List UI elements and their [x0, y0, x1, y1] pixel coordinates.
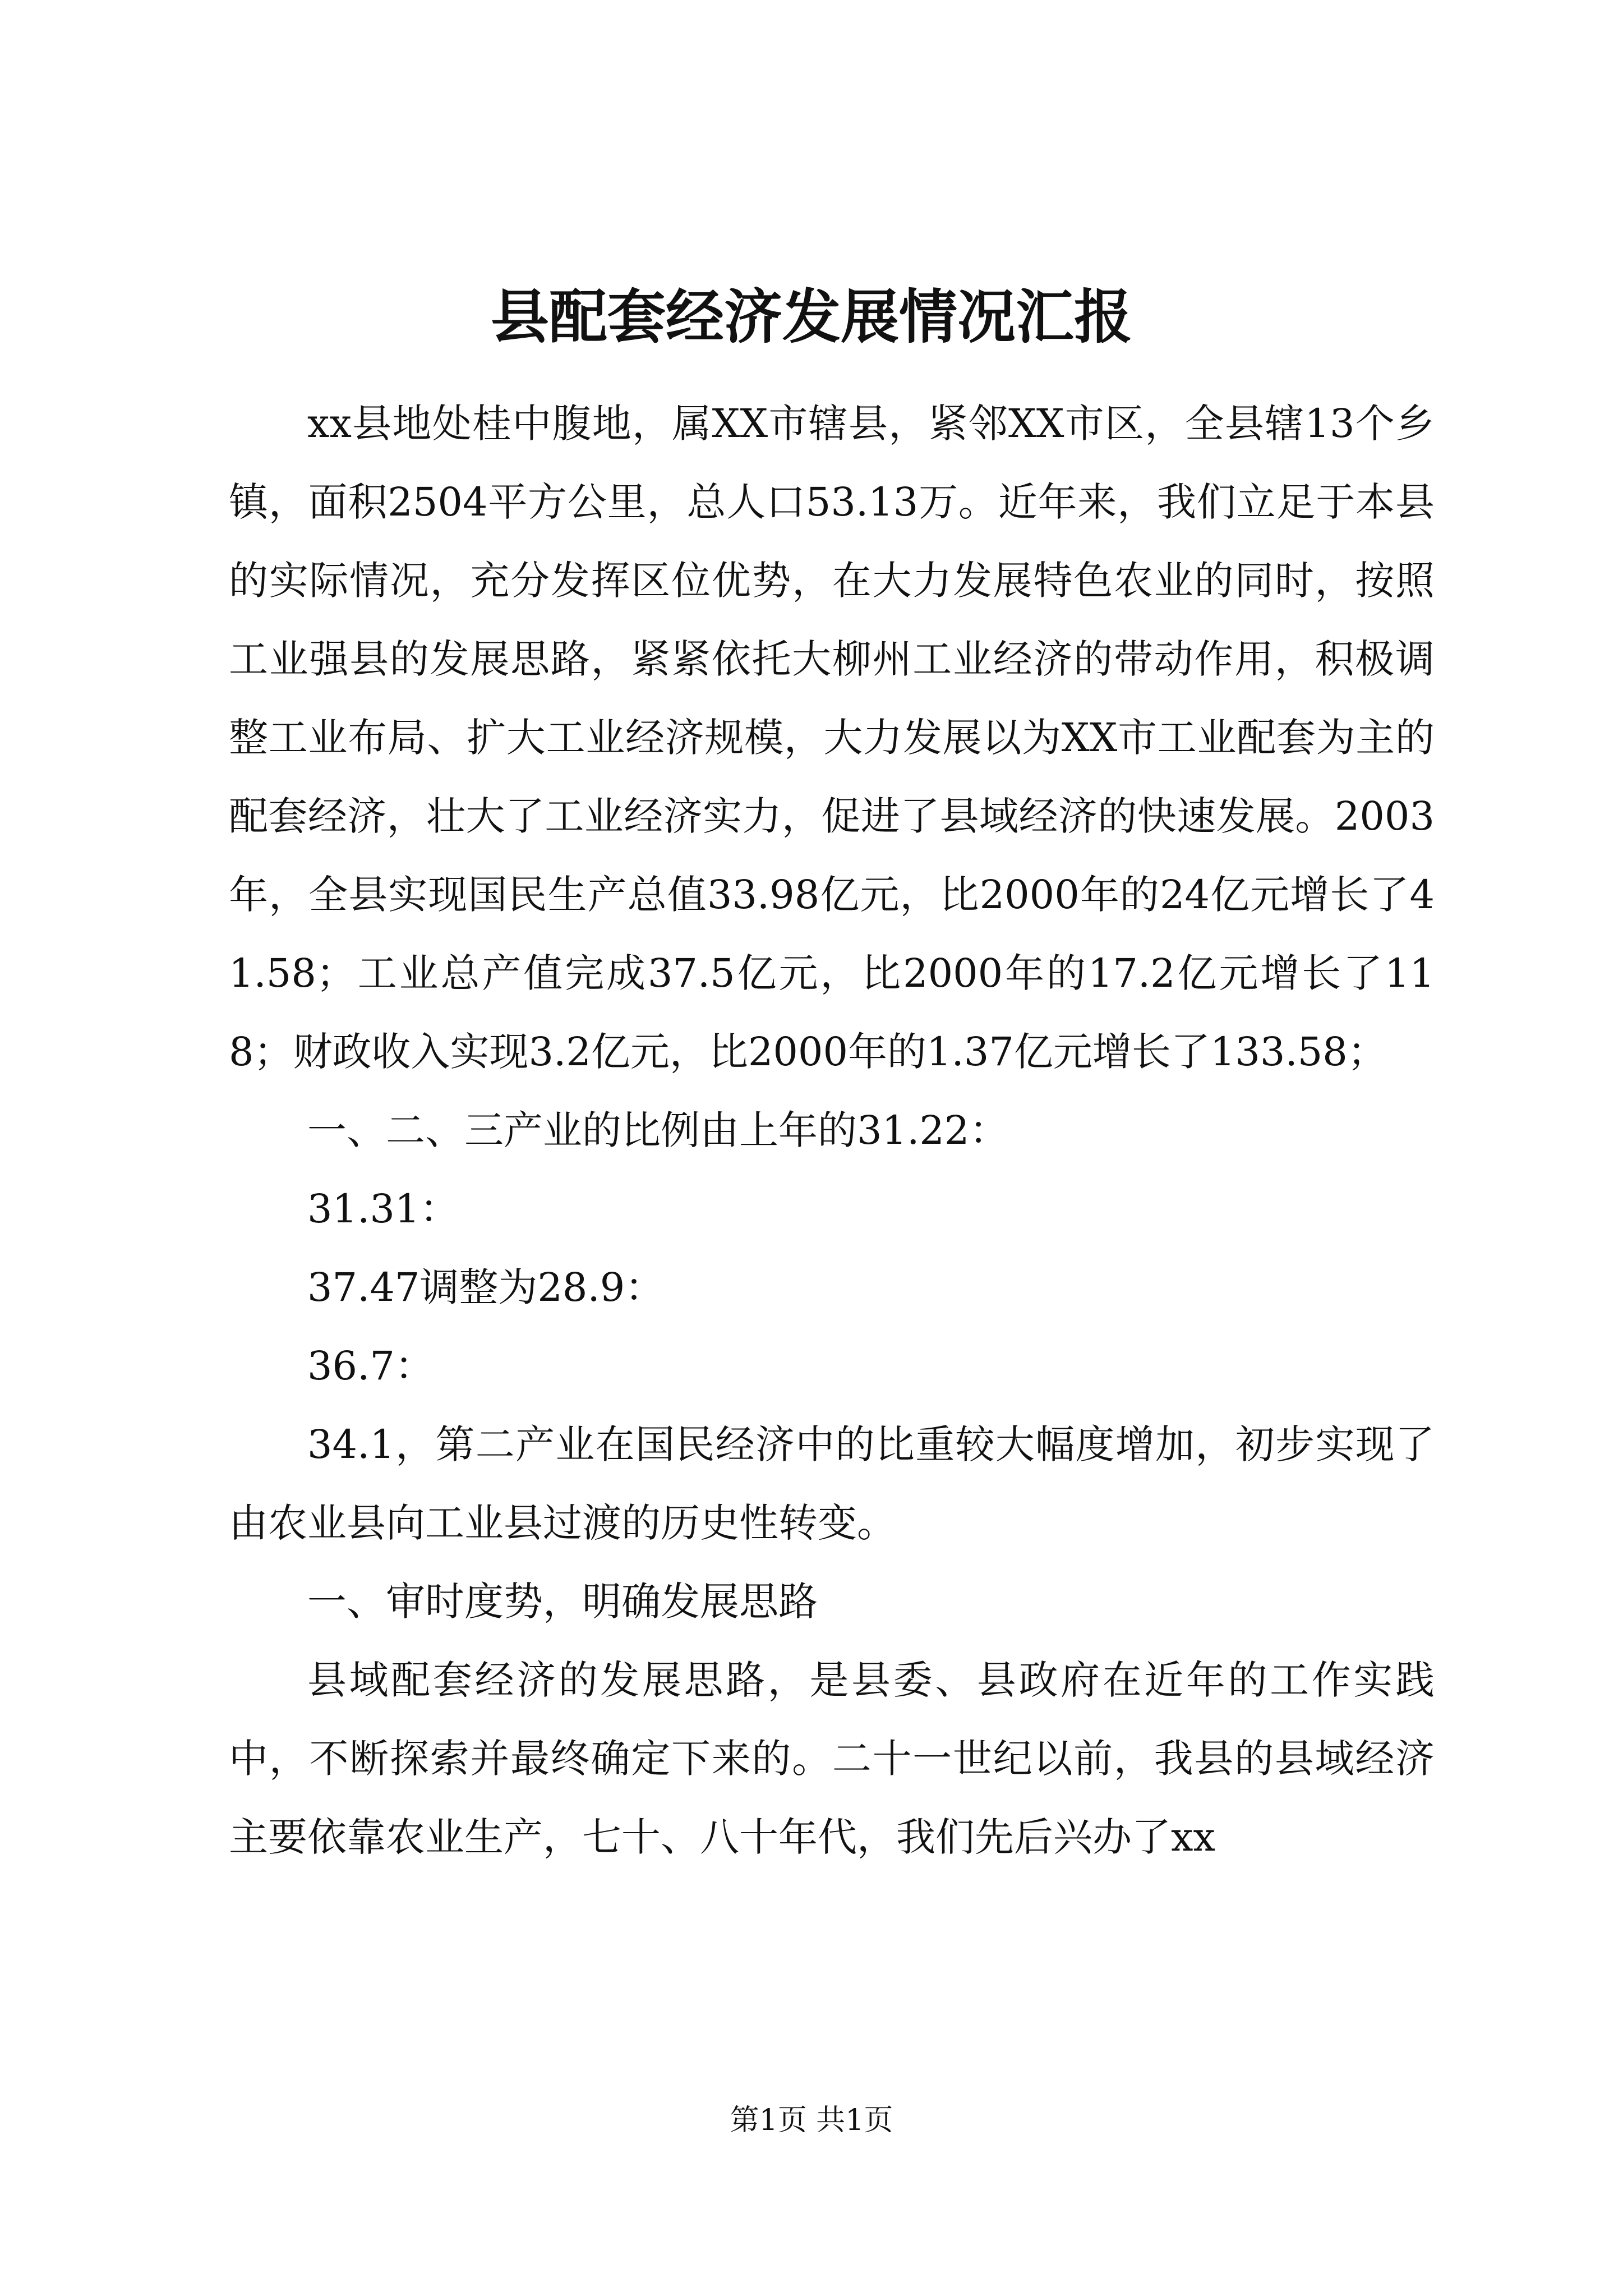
paragraph-ratio-start: 一、二、三产业的比例由上年的31.22： [307, 1107, 1009, 1153]
paragraph-ratio-2: 31.31： [307, 1186, 459, 1232]
paragraph-ratio-end: 34.1，第二产业在国民经济中的比重较大幅度增加，初步实现了由农业县向工业县过渡的历史性转变。 [229, 1421, 1435, 1546]
page-footer: 第1页 共1页 [730, 2104, 893, 2137]
paragraph-intro: xx县地处桂中腹地，属XX市辖县，紧邻XX市区，全县辖13个乡镇，面积2504平方公里，总人口53.13万。近年来，我们立足于本县的实际情况，充分发挥区位优势，在大力发展特色农业的同时，按照工业强县的发展思路，紧紧依托大柳州工业经济的带动作用，积极调整工业布局、扩大工业经济规模，大力发展以为XX市工业配套为主的配套经济，壮大了工业经济实力，促进了县域经济的快速发展。2003年，全县实现国民生产总值33.98亿元，比2000年的24亿元增长了41.58；工业总产值完成37.5亿元，比2000年的17.2亿元增长了118；财政收入实现3.2亿元，比2000年的1.37亿元增长了133.58； [229, 401, 1435, 1075]
document-title: 县配套经济发展情况汇报 [490, 282, 1132, 351]
section-heading: 一、审时度势，明确发展思路 [307, 1579, 818, 1625]
document-body [229, 384, 1435, 1876]
paragraph-ratio-3: 37.47调整为28.9： [307, 1264, 665, 1310]
paragraph-ratio-4: 36.7： [307, 1343, 434, 1389]
paragraph-development-approach: 县域配套经济的发展思路，是县委、县政府在近年的工作实践中，不断探索并最终确定下来的。二十一世纪以前，我县的县域经济主要依靠农业生产，七十、八十年代，我们先后兴办了xx [229, 1657, 1435, 1860]
